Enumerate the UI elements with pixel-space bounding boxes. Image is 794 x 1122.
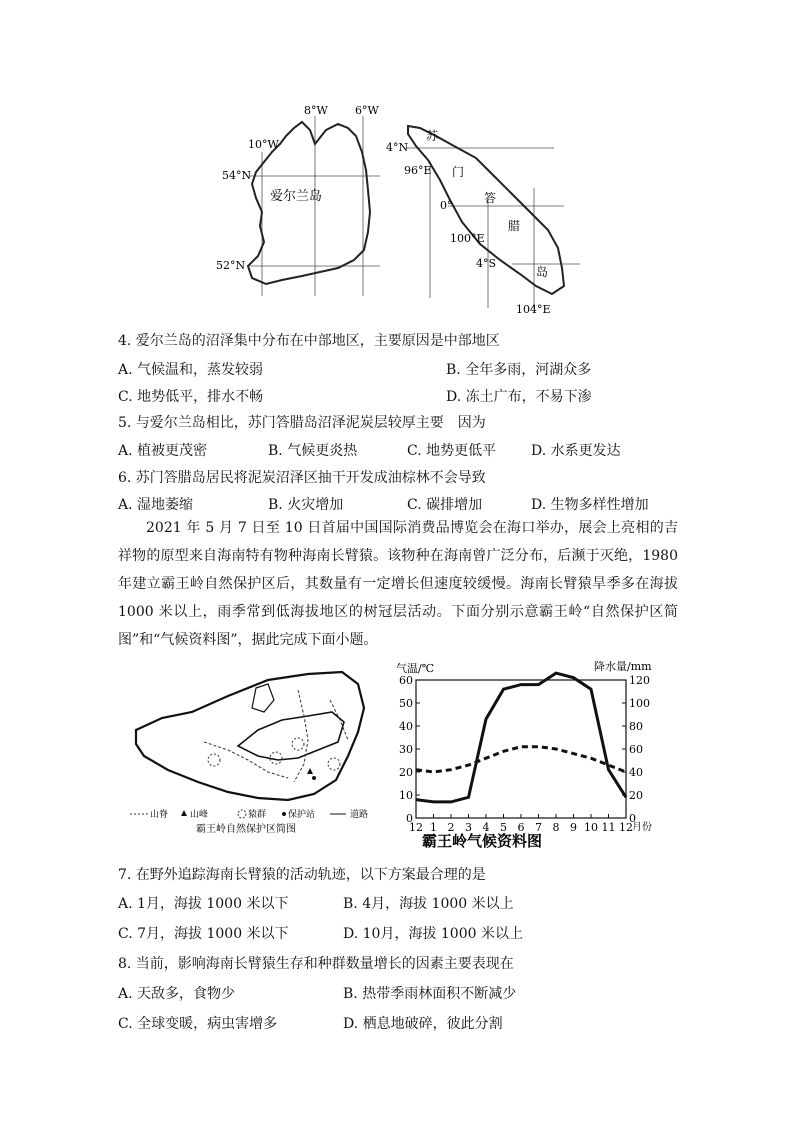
- lon-label-8w: 8°W: [304, 104, 328, 117]
- sumatra-char-2: 门: [452, 165, 465, 179]
- y-tick-label-right: 40: [629, 766, 643, 779]
- question-7-stem: 7. 在野外追踪海南长臂猿的活动轨迹，以下方案最合理的是: [118, 867, 486, 883]
- y-tick-label-left: 10: [399, 789, 413, 802]
- question-7-option-a[interactable]: A. 1月，海拔 1000 米以下: [118, 896, 289, 912]
- y-tick-label-left: 40: [399, 720, 413, 733]
- passage-text: 2021 年 5 月 7 日至 10 日首届中国国际消费品博览会在海口举办，展会上亮相的吉祥物的原型来自海南特有物种海南长臂猿。该物种在海南曾广泛分布，后濒于灭绝，1980 年建立霸王岭自然保护区后，其数量有一定增长但速度较缓慢。海南长臂猿旱季多在海拔 1000 米以上，雨季常到低海拔地区的树冠层活动。下面分别示意霸王岭“自然保护区简图”和“气候资料图”，据此完成下面小题。: [118, 520, 678, 648]
- question-5-option-c[interactable]: C. 地势更低平: [407, 443, 497, 459]
- y-tick-label-right: 0: [629, 812, 636, 825]
- reserve-legend: [130, 808, 368, 820]
- temperature-series-line: [416, 747, 626, 772]
- question-8-option-d[interactable]: D. 栖息地破碎，彼此分割: [343, 1016, 503, 1032]
- legend-peak: 山峰: [190, 810, 209, 820]
- question-6-stem: 6. 苏门答腊岛居民将泥炭沼泽区抽干开发成油棕林不会导致: [118, 470, 486, 486]
- x-tick-label: 12: [619, 821, 633, 834]
- y-tick-label-right: 100: [629, 697, 650, 710]
- question-6-option-a[interactable]: A. 湿地萎缩: [118, 497, 194, 513]
- question-5-option-a[interactable]: A. 植被更茂密: [118, 443, 208, 459]
- ape-group-1: [208, 754, 220, 766]
- question-7-option-b[interactable]: B. 4月，海拔 1000 米以上: [343, 896, 514, 912]
- y-tick-label-left: 30: [399, 743, 413, 756]
- question-8-option-b[interactable]: B. 热带季雨林面积不断减少: [343, 986, 517, 1002]
- legend-ape-group: 猿群: [248, 810, 267, 820]
- lat-label-0: 0°: [440, 199, 453, 212]
- x-tick-label: 12: [409, 821, 423, 834]
- question-6-option-c[interactable]: C. 碳排增加: [407, 497, 483, 513]
- reserve-map: [118, 660, 378, 840]
- lon-label-6w: 6°W: [355, 104, 379, 117]
- y-tick-label-right: 60: [629, 743, 643, 756]
- x-tick-label: 11: [601, 821, 616, 834]
- y-tick-label-left: 50: [399, 697, 413, 710]
- x-tick-label: 6: [517, 821, 525, 834]
- lon-label-96e: 96°E: [404, 164, 432, 177]
- x-axis-unit: 月份: [632, 822, 652, 833]
- legend-road: 道路: [350, 810, 369, 820]
- precipitation-series-line: [416, 673, 626, 802]
- lat-label-52n: 52°N: [216, 259, 246, 272]
- x-tick-label: 7: [535, 821, 542, 834]
- question-4-option-b[interactable]: B. 全年多雨，河湖众多: [446, 362, 592, 378]
- question-4-option-d[interactable]: D. 冻土广布，不易下渗: [446, 389, 592, 405]
- sumatra-char-4: 腊: [508, 219, 521, 233]
- question-6-option-b[interactable]: B. 火灾增加: [268, 497, 344, 513]
- question-7-option-c[interactable]: C. 7月，海拔 1000 米以下: [118, 926, 289, 942]
- question-4-option-c[interactable]: C. 地势低平，排水不畅: [118, 389, 264, 405]
- question-4-stem: 4. 爱尔兰岛的沼泽集中分布在中部地区，主要原因是中部地区: [118, 333, 500, 349]
- lon-label-10w: 10°W: [248, 138, 279, 151]
- ireland-name: 爱尔兰岛: [270, 189, 323, 204]
- y-tick-label-right: 20: [629, 789, 643, 802]
- ape-group-4: [328, 758, 340, 770]
- question-7-option-d[interactable]: D. 10月，海拔 1000 米以上: [343, 926, 523, 942]
- question-6-option-d[interactable]: D. 生物多样性增加: [531, 497, 649, 513]
- lon-label-104e: 104°E: [516, 303, 551, 316]
- ridge-line-3: [330, 700, 348, 740]
- x-tick-label: 1: [430, 821, 437, 834]
- lat-label-4s: 4°S: [476, 257, 497, 270]
- question-5-option-b[interactable]: B. 气候更炎热: [268, 443, 358, 459]
- station-marker: [312, 776, 316, 780]
- y-tick-label-left: 20: [399, 766, 413, 779]
- climate-chart: [392, 656, 672, 852]
- x-tick-label: 4: [482, 821, 490, 834]
- sumatra-char-5: 岛: [536, 265, 549, 279]
- ireland-map: [216, 100, 382, 300]
- reserve-caption: 霸王岭自然保护区简图: [196, 824, 296, 835]
- x-tick-label: 5: [500, 821, 507, 834]
- ape-group-3: [292, 738, 304, 750]
- x-tick-label: 10: [584, 821, 598, 834]
- legend-station: 保护站: [288, 810, 316, 820]
- question-8-stem: 8. 当前，影响海南长臂猿生存和种群数量增长的因素主要表现在: [118, 956, 514, 972]
- lat-label-4n: 4°N: [386, 141, 409, 154]
- question-5-stem: 5. 与爱尔兰岛相比，苏门答腊岛沼泽泥炭层较厚主要 因为: [118, 415, 486, 431]
- legend-ridge: 山脊: [150, 810, 169, 820]
- y-axis-label-right: 降水量/mm: [594, 660, 652, 673]
- question-4-option-a[interactable]: A. 气候温和，蒸发较弱: [118, 362, 264, 378]
- lat-label-54n: 54°N: [222, 169, 252, 182]
- lon-label-100e: 100°E: [450, 232, 485, 245]
- question-8-option-c[interactable]: C. 全球变暖，病虫害增多: [118, 1016, 278, 1032]
- sumatra-char-3: 答: [484, 191, 497, 205]
- y-tick-label-left: 60: [399, 674, 413, 687]
- sumatra-char-1: 苏: [426, 129, 439, 143]
- sumatra-map: [384, 118, 584, 318]
- y-tick-label-left: 0: [406, 812, 413, 825]
- y-tick-label-right: 120: [629, 674, 650, 687]
- x-tick-label: 8: [552, 821, 560, 834]
- y-tick-label-right: 80: [629, 720, 643, 733]
- x-tick-label: 9: [570, 821, 577, 834]
- chart-title: 霸王岭气候资料图: [422, 832, 543, 850]
- peak-marker: [307, 768, 313, 774]
- question-5-option-d[interactable]: D. 水系更发达: [531, 443, 621, 459]
- x-tick-label: 2: [447, 821, 455, 834]
- y-axis-label-left: 气温/℃: [396, 662, 435, 675]
- question-8-option-a[interactable]: A. 天敌多，食物少: [118, 986, 236, 1002]
- x-tick-label: 3: [465, 821, 472, 834]
- ridge-line-2: [294, 690, 308, 782]
